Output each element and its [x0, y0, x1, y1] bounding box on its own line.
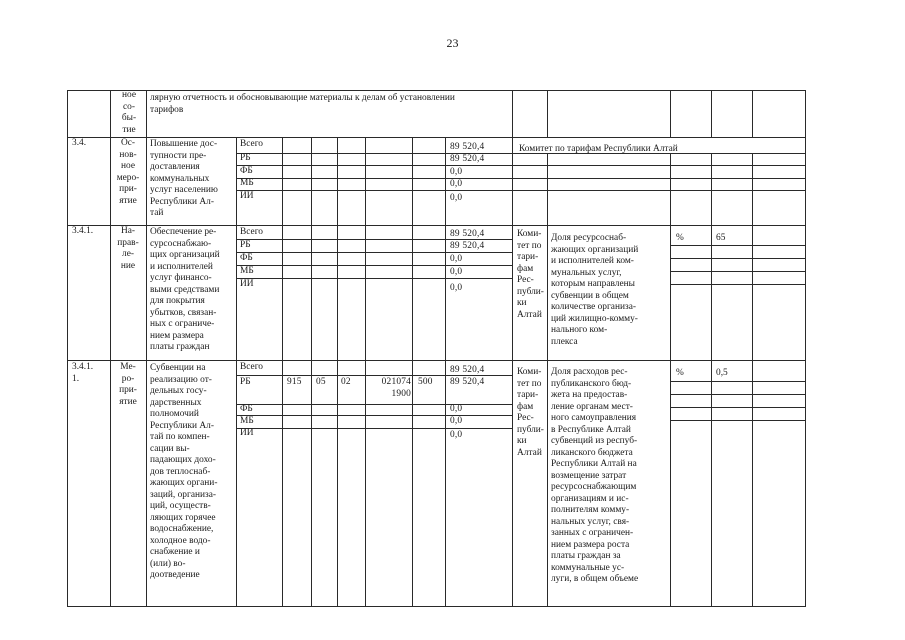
table-rule	[67, 90, 68, 607]
table-rule	[670, 153, 671, 225]
table-rule	[236, 178, 806, 179]
row1-amount-fb: 0,0	[450, 167, 463, 177]
row2-amount-rb: 89 520,4	[450, 241, 485, 251]
table-rule	[670, 420, 806, 421]
row0-type: ное со- бы- тие	[121, 90, 137, 135]
row3-amount-fb: 0,0	[450, 404, 463, 414]
row2-source-fb: ФБ	[240, 253, 253, 263]
row2-source-ii: ИИ	[240, 279, 254, 289]
table-rule	[236, 137, 237, 607]
row3-type: Ме- ро- при- ятие	[119, 362, 137, 407]
table-rule	[311, 137, 312, 607]
row1-source-ii: ИИ	[240, 191, 254, 201]
row3-value: 0,5	[716, 368, 728, 378]
table-rule	[752, 360, 753, 607]
row2-amount-total: 89 520,4	[450, 229, 485, 239]
page-number: 23	[446, 36, 459, 50]
row3-unit: %	[676, 368, 684, 378]
table-rule	[670, 407, 806, 408]
row2-source-rb: РБ	[240, 240, 251, 250]
table-rule	[752, 153, 753, 225]
row3-indicator: Доля расходов рес- публиканского бюд- жета на предостав- ление органам мест- ного самоуправления в Республике Алтай субвенций из респуб- ликанского бюджета Республики Алтай на возмещение затрат ресурсоснабжающим организациям и ис- полнителям комму- нальных услуг, свя- занных с ограничен- нием размера роста платы граждан за коммунальные ус- луги, в общем объеме	[551, 367, 639, 584]
table-rule	[670, 90, 671, 137]
table-rule	[236, 165, 806, 166]
table-rule	[670, 245, 806, 246]
row3-code-subsection: 02	[341, 377, 351, 387]
table-rule	[110, 90, 111, 607]
table-rule	[670, 381, 806, 382]
table-rule	[236, 190, 806, 191]
table-rule	[670, 271, 806, 272]
row1-executor: Комитет по тарифам Республики Алтай	[519, 144, 678, 154]
row2-value: 65	[716, 233, 726, 243]
row1-amount-mb: 0,0	[450, 179, 463, 189]
row3-name: Субвенции на реализацию от- дельных госу- дарственных полномочий Республики Ал- тай по компен- сации вы- падающих дохо- дов теплоснаб- жающих органи- заций, организа- ций, осуществ- ляющих горячее водоснабжение, холодное водо- снабжение и (или) во- доотведение	[150, 363, 218, 580]
row3-amount-total: 89 520,4	[450, 365, 485, 375]
row3-source-fb: ФБ	[240, 404, 253, 414]
row3-amount-ii: 0,0	[450, 430, 463, 440]
table-rule	[282, 137, 283, 607]
table-rule	[67, 606, 806, 607]
table-rule	[805, 90, 806, 607]
row1-number: 3.4.	[72, 138, 87, 148]
row3-code-section: 05	[316, 377, 326, 387]
table-rule	[670, 360, 671, 607]
row1-name: Повышение дос- тупности пре- доставления коммунальных услуг населению Республики Ал- тай	[150, 139, 218, 218]
table-rule	[670, 258, 806, 259]
row2-executor: Коми- тет по тари- фам Рес- публи- ки Алтай	[517, 229, 544, 320]
row2-type: На- прав- ле- ние	[117, 226, 139, 271]
table-rule	[236, 404, 512, 405]
table-rule	[236, 278, 512, 279]
table-rule	[711, 90, 712, 137]
row3-source-mb: МБ	[240, 416, 254, 426]
table-rule	[547, 360, 548, 607]
row3-code-grbs: 915	[287, 377, 302, 387]
row2-amount-fb: 0,0	[450, 254, 463, 264]
table-rule	[670, 394, 806, 395]
table-rule	[67, 360, 806, 361]
table-rule	[711, 153, 712, 225]
row2-amount-mb: 0,0	[450, 267, 463, 277]
row1-source-fb: ФБ	[240, 166, 253, 176]
row3-source-ii: ИИ	[240, 428, 254, 438]
row3-code-target: 021074 1900	[381, 377, 411, 399]
row2-number: 3.4.1.	[72, 226, 94, 236]
table-rule	[445, 137, 446, 607]
table-rule	[236, 415, 512, 416]
table-rule	[547, 90, 548, 137]
row2-source-mb: МБ	[240, 266, 254, 276]
row1-amount-rb: 89 520,4	[450, 154, 485, 164]
table-rule	[67, 90, 806, 91]
row1-amount-total: 89 520,4	[450, 142, 485, 152]
table-rule	[412, 137, 413, 607]
row3-number: 3.4.1. 1.	[72, 362, 94, 384]
table-rule	[365, 137, 366, 607]
table-rule	[547, 153, 548, 225]
row1-source-total: Всего	[240, 139, 263, 149]
row3-code-type: 500	[418, 377, 433, 387]
table-rule	[67, 225, 806, 226]
table-rule	[711, 360, 712, 607]
row2-amount-ii: 0,0	[450, 283, 463, 293]
row2-name: Обеспечение ре- сурсоснабжаю- щих организаций и исполнителей услуг финансо- выми средствами для покрытия убытков, связан- ных с ограниче- нием размера платы граждан	[150, 227, 220, 352]
table-rule	[670, 284, 806, 285]
table-rule	[236, 265, 512, 266]
table-rule	[337, 137, 338, 607]
row1-source-rb: РБ	[240, 153, 251, 163]
table-rule	[547, 225, 548, 361]
row1-type: Ос- нов- ное меро- при- ятие	[116, 138, 140, 206]
row2-indicator: Доля ресурсоснаб- жающих организаций и исполнителей ком- мунальных услуг, которым направлены субвенции в общем количестве организа- ций жилищно-комму- нального ком- плекса	[551, 233, 639, 347]
row0-text: лярную отчетность и обосновывающие материалы к делам об установлении тарифов	[150, 93, 455, 115]
row2-unit: %	[676, 233, 684, 243]
table-rule	[512, 90, 513, 137]
table-rule	[67, 137, 806, 138]
row3-source-total: Всего	[240, 362, 263, 372]
row1-amount-ii: 0,0	[450, 193, 463, 203]
table-rule	[236, 428, 512, 429]
table-rule	[512, 137, 513, 607]
row2-source-total: Всего	[240, 227, 263, 237]
table-rule	[146, 90, 147, 607]
table-rule	[752, 90, 753, 137]
row3-amount-rb: 89 520,4	[450, 377, 485, 387]
row3-executor: Коми- тет по тари- фам Рес- публи- ки Алтай	[517, 367, 544, 458]
row1-source-mb: МБ	[240, 178, 254, 188]
row3-amount-mb: 0,0	[450, 416, 463, 426]
row3-source-rb: РБ	[240, 377, 251, 387]
